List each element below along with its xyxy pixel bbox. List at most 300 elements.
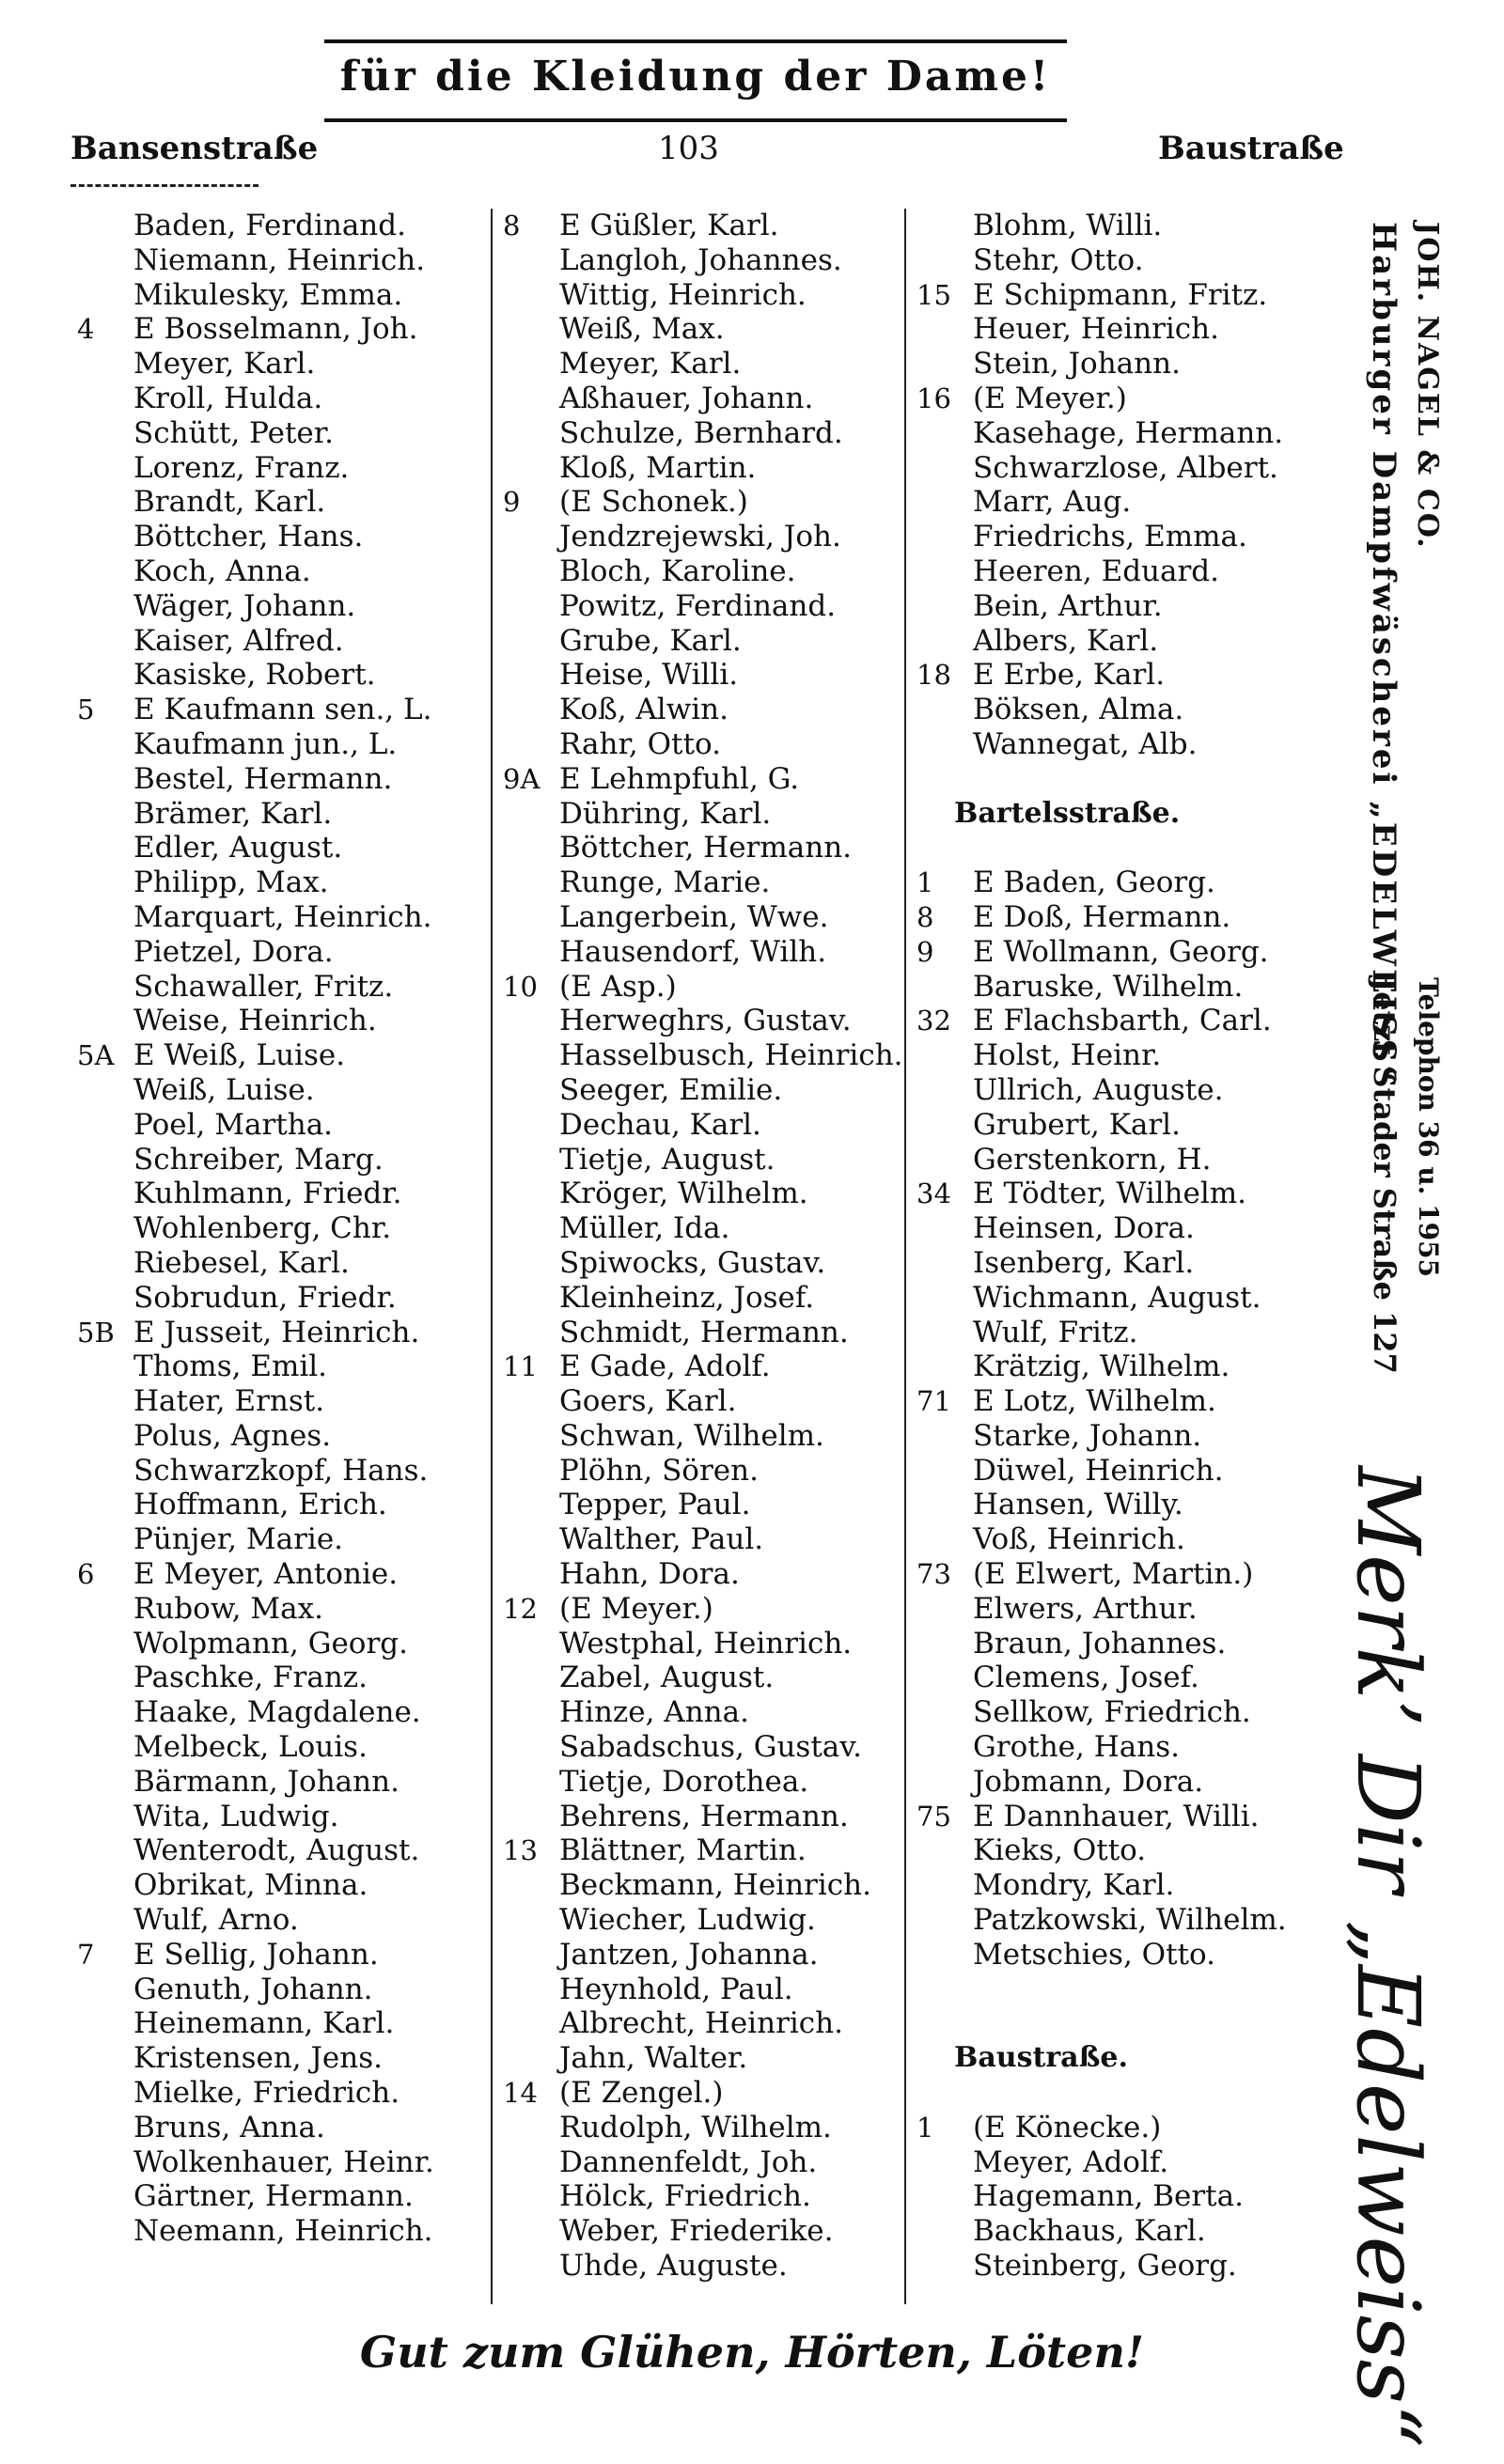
directory-entry: [503, 1627, 898, 1661]
directory-entry: [916, 1800, 1311, 1834]
resident-name: Mondry, Karl.: [973, 1868, 1175, 1903]
directory-entry: [77, 2111, 472, 2145]
resident-name: Dannenfeldt, Joh.: [559, 2144, 818, 2179]
directory-entry: [503, 1903, 898, 1938]
directory-entry: [916, 1246, 1311, 1281]
resident-name: E Güßler, Karl.: [559, 209, 779, 242]
resident-name: Kroll, Hulda.: [133, 381, 323, 415]
directory-entry: [77, 762, 472, 797]
directory-entry: [77, 797, 472, 832]
directory-entry: [916, 1903, 1311, 1938]
directory-entry: [916, 1316, 1311, 1350]
resident-name: Westphal, Heinrich.: [559, 1626, 853, 1661]
directory-entry: [916, 2249, 1311, 2284]
column-divider-1: [491, 209, 493, 2304]
directory-entry: [77, 900, 472, 935]
house-number: 6: [77, 1558, 95, 1591]
directory-entry: [503, 278, 898, 313]
resident-name: Tietje, August.: [559, 1142, 776, 1177]
directory-entry: [77, 1627, 472, 1661]
directory-entry: [503, 2041, 898, 2076]
sidebar-phone-text: Telephon 36 u. 1955: [1413, 977, 1444, 1278]
house-number: 1: [916, 866, 934, 899]
resident-name: Heynhold, Paul.: [559, 1972, 793, 2006]
resident-name: Heeren, Eduard.: [973, 554, 1220, 588]
directory-entry: [77, 1316, 472, 1350]
directory-entry: [503, 2111, 898, 2145]
resident-name: Grube, Karl.: [559, 623, 742, 658]
house-number: 71: [916, 1385, 951, 1418]
resident-name: Niemann, Heinrich.: [133, 242, 426, 277]
resident-name: Powitz, Ferdinand.: [559, 588, 837, 623]
directory-entry: [503, 624, 898, 659]
resident-name: Weber, Friederike.: [559, 2214, 834, 2249]
resident-name: Zabel, August.: [559, 1661, 775, 1695]
directory-entry: [916, 1281, 1311, 1316]
directory-entry: [77, 1384, 472, 1419]
resident-name: Schmidt, Hermann.: [559, 1315, 849, 1349]
resident-name: (E Asp.): [559, 969, 677, 1004]
directory-entry: [503, 1038, 903, 1073]
resident-name: Kasehage, Hermann.: [973, 415, 1284, 450]
resident-name: Jobmann, Dora.: [973, 1764, 1204, 1799]
directory-entry: [77, 485, 472, 520]
directory-entry: [503, 1143, 898, 1177]
house-number: 4: [77, 313, 95, 346]
directory-entry: [77, 1730, 472, 1765]
directory-entry: [77, 935, 472, 970]
directory-entry: [916, 866, 1311, 900]
directory-entry: [916, 1730, 1311, 1765]
resident-name: Kasiske, Robert.: [133, 658, 376, 693]
directory-entry: [916, 1488, 1311, 1522]
directory-entry: [916, 624, 1311, 659]
directory-entry: [503, 1938, 898, 1973]
resident-name: Hahn, Dora.: [559, 1557, 740, 1592]
directory-entry: [503, 1004, 898, 1038]
directory-entry: [503, 1833, 898, 1868]
directory-entry: [916, 658, 1311, 693]
header-rule: [70, 184, 258, 187]
resident-name: Brandt, Karl.: [133, 485, 326, 520]
resident-name: Weise, Heinrich.: [133, 1004, 377, 1038]
directory-entry: [916, 1661, 1311, 1695]
directory-entry: [916, 2179, 1311, 2214]
directory-entry: [503, 1488, 898, 1522]
directory-entry: [77, 1868, 472, 1903]
house-number: 75: [916, 1800, 951, 1832]
directory-entry: [77, 624, 472, 659]
resident-name: Spiwocks, Gustav.: [559, 1245, 826, 1280]
resident-name: Mikulesky, Emma.: [133, 277, 403, 312]
banner-text: für die Kleidung der Dame!: [339, 53, 1052, 101]
resident-name: Wiecher, Ludwig.: [559, 1903, 816, 1938]
resident-name: E Flachsbarth, Carl.: [973, 1004, 1272, 1038]
resident-name: Wohlenberg, Chr.: [133, 1211, 392, 1246]
resident-name: E Bosselmann, Joh.: [133, 312, 418, 347]
directory-entry: [916, 1004, 1311, 1038]
resident-name: Weiß, Luise.: [133, 1072, 315, 1107]
house-number: 5A: [77, 1039, 115, 1072]
resident-name: Meyer, Adolf.: [973, 2144, 1169, 2179]
resident-name: Wolpmann, Georg.: [133, 1626, 408, 1661]
directory-entry: [77, 2076, 472, 2111]
directory-entry: [77, 658, 472, 693]
directory-entry: [916, 1419, 1311, 1454]
directory-entry: [916, 1108, 1311, 1143]
resident-name: Böksen, Alma.: [973, 693, 1184, 727]
column-3: [916, 209, 1311, 2284]
resident-name: Hausendorf, Wilh.: [559, 934, 827, 969]
house-number: 9: [503, 486, 521, 519]
directory-entry: [503, 485, 898, 520]
directory-entry: [916, 935, 1311, 970]
house-number: 34: [916, 1177, 951, 1210]
directory-entry: [503, 935, 898, 970]
resident-name: Hoffmann, Erich.: [133, 1488, 387, 1522]
resident-name: Kloß, Martin.: [559, 450, 757, 485]
house-number: 1: [916, 2111, 934, 2144]
directory-entry: [77, 1938, 472, 1973]
resident-name: Albers, Karl.: [973, 623, 1159, 658]
directory-entry: [77, 1661, 472, 1695]
resident-name: Walther, Paul.: [559, 1522, 764, 1557]
resident-name: Haake, Magdalene.: [133, 1695, 421, 1730]
resident-name: E Wollmann, Georg.: [973, 934, 1269, 969]
resident-name: Obrikat, Minna.: [133, 1868, 368, 1903]
directory-entry: [503, 347, 898, 382]
resident-name: Dühring, Karl.: [559, 796, 772, 831]
directory-entry: [503, 554, 898, 589]
directory-entry: [503, 1419, 898, 1454]
directory-entry: [916, 1833, 1311, 1868]
resident-name: Wenterodt, August.: [133, 1833, 420, 1868]
resident-name: E Erbe, Karl.: [973, 658, 1166, 693]
directory-entry: [916, 1211, 1311, 1246]
directory-entry: [503, 1384, 898, 1419]
directory-entry: [77, 382, 472, 416]
directory-entry: [503, 2249, 898, 2284]
directory-entry: [503, 451, 898, 486]
directory-entry: [77, 2041, 472, 2076]
directory-entry: [916, 485, 1311, 520]
directory-entry: [916, 693, 1311, 727]
directory-entry: [77, 1143, 472, 1177]
directory-entry: [916, 2111, 1311, 2145]
directory-entry: [503, 1522, 898, 1557]
house-number: 18: [916, 659, 951, 692]
resident-name: Goers, Karl.: [559, 1384, 737, 1419]
house-number: 7: [77, 1938, 95, 1971]
slogan-text: Merk’ Dir „Edelweiss“: [1338, 1466, 1438, 2448]
resident-name: Pünjer, Marie.: [133, 1522, 344, 1557]
directory-entry: [916, 589, 1311, 624]
directory-entry: [916, 1938, 1311, 1973]
directory-entry: [77, 1522, 472, 1557]
directory-entry: [503, 1349, 898, 1384]
resident-name: Düwel, Heinrich.: [973, 1453, 1224, 1488]
resident-name: Marquart, Heinrich.: [133, 899, 432, 934]
directory-entry: [77, 589, 472, 624]
directory-entry: [503, 1868, 898, 1903]
resident-name: Friedrichs, Emma.: [973, 520, 1247, 554]
resident-name: Grothe, Hans.: [973, 1730, 1180, 1765]
directory-entry: [77, 866, 472, 900]
resident-name: Schawaller, Fritz.: [133, 969, 394, 1004]
directory-entry: [503, 1661, 898, 1695]
resident-name: Wittig, Heinrich.: [559, 277, 807, 312]
resident-name: Kaiser, Alfred.: [133, 623, 344, 658]
directory-entry: [77, 1038, 472, 1073]
directory-entry: [503, 1281, 898, 1316]
directory-entry: [916, 1592, 1311, 1627]
house-number: 32: [916, 1005, 951, 1037]
resident-name: Holst, Heinr.: [973, 1038, 1162, 1073]
resident-name: Wita, Ludwig.: [133, 1799, 339, 1833]
resident-name: Ullrich, Auguste.: [973, 1072, 1224, 1107]
directory-entry: [916, 1522, 1311, 1557]
resident-name: E Sellig, Johann.: [133, 1937, 379, 1972]
resident-name: Poel, Martha.: [133, 1107, 334, 1142]
directory-entry: [503, 382, 898, 416]
resident-name: Uhde, Auguste.: [559, 2249, 788, 2284]
resident-name: Schreiber, Marg.: [133, 1142, 384, 1177]
directory-entry: [503, 900, 898, 935]
directory-entry: [916, 2214, 1311, 2249]
directory-entry: [77, 1695, 472, 1730]
directory-entry: [77, 312, 472, 347]
footer-advert: Gut zum Glühen, Hörten, Löten!: [359, 2327, 1145, 2378]
house-number: 5: [77, 694, 95, 726]
house-number: 8: [503, 210, 521, 242]
directory-entry: [503, 797, 898, 832]
resident-name: Wulf, Fritz.: [973, 1315, 1138, 1349]
resident-name: Metschies, Otto.: [973, 1937, 1215, 1972]
resident-name: Schwarzlose, Albert.: [973, 450, 1278, 485]
resident-name: E Dannhauer, Willi.: [973, 1799, 1260, 1833]
directory-entry: [916, 1349, 1311, 1384]
directory-entry: [77, 347, 472, 382]
directory-entry: [503, 1800, 898, 1834]
directory-entry: [77, 554, 472, 589]
resident-name: Isenberg, Karl.: [973, 1245, 1195, 1280]
resident-name: Patzkowski, Wilhelm.: [973, 1903, 1287, 1938]
page-header: [0, 130, 1504, 177]
column-divider-2: [904, 209, 906, 2304]
directory-entry: [77, 1177, 472, 1211]
directory-entry: [77, 1108, 472, 1143]
resident-name: Baruske, Wilhelm.: [973, 969, 1244, 1004]
house-number: 9A: [503, 762, 540, 795]
resident-name: Plöhn, Sören.: [559, 1453, 759, 1488]
directory-entry: [916, 1073, 1311, 1108]
directory-entry: [916, 831, 1311, 866]
resident-name: Braun, Johannes.: [973, 1626, 1227, 1661]
directory-entry: [503, 312, 898, 347]
resident-name: E Lotz, Wilhelm.: [973, 1384, 1216, 1419]
header-right-street: Baustraße: [1158, 130, 1344, 167]
directory-entry: [916, 520, 1311, 554]
directory-entry: [503, 2076, 898, 2111]
resident-name: Melbeck, Louis.: [133, 1730, 368, 1765]
resident-name: Pietzel, Dora.: [133, 934, 334, 969]
sidebar-slogan: [1335, 1466, 1438, 2448]
resident-name: Langloh, Johannes.: [559, 242, 842, 277]
directory-entry: [77, 209, 472, 243]
directory-entry: [503, 1211, 898, 1246]
resident-name: Wannegat, Alb.: [973, 726, 1198, 761]
house-number: 14: [503, 2077, 538, 2110]
resident-name: Wolkenhauer, Heinr.: [133, 2144, 434, 2179]
resident-name: Blättner, Martin.: [559, 1833, 807, 1868]
resident-name: (E Könecke.): [973, 2110, 1162, 2144]
directory-entry: [503, 1592, 898, 1627]
directory-entry: [503, 1557, 898, 1592]
resident-name: Herweghrs, Gustav.: [559, 1004, 852, 1038]
resident-name: E Jusseit, Heinrich.: [133, 1315, 420, 1349]
resident-name: Bärmann, Johann.: [133, 1764, 400, 1799]
directory-entry: [916, 347, 1311, 382]
directory-entry: [77, 278, 472, 313]
directory-entry: [77, 1419, 472, 1454]
resident-name: Hansen, Willy.: [973, 1488, 1183, 1522]
directory-entry: [916, 727, 1311, 762]
resident-name: E Baden, Georg.: [973, 866, 1215, 900]
resident-name: Bloch, Karoline.: [559, 554, 796, 588]
directory-entry: [503, 2145, 898, 2180]
resident-name: (E Zengel.): [559, 2076, 724, 2111]
resident-name: Lorenz, Franz.: [133, 450, 350, 485]
resident-name: Riebesel, Karl.: [133, 1245, 350, 1280]
directory-entry: [503, 831, 898, 866]
resident-name: Bartelsstraße.: [954, 796, 1181, 830]
resident-name: Koß, Alwin.: [559, 693, 728, 727]
directory-entry: [916, 2145, 1311, 2180]
resident-name: Mielke, Friedrich.: [133, 2076, 400, 2111]
directory-entry: [77, 727, 472, 762]
directory-entry: [503, 658, 898, 693]
resident-name: Schwan, Wilhelm.: [559, 1418, 824, 1453]
directory-entry: [916, 1557, 1311, 1592]
directory-entry: [77, 1765, 472, 1800]
resident-name: Bein, Arthur.: [973, 588, 1163, 623]
directory-entry: [77, 970, 472, 1005]
resident-name: Schulze, Bernhard.: [559, 415, 843, 450]
page-number: 103: [658, 130, 719, 167]
resident-name: Kröger, Wilhelm.: [559, 1177, 808, 1211]
directory-entry: [503, 1246, 898, 1281]
resident-name: E Gade, Adolf.: [559, 1349, 771, 1384]
directory-entry: [916, 1454, 1311, 1489]
resident-name: Sobrudun, Friedr.: [133, 1280, 397, 1315]
resident-name: Meyer, Karl.: [559, 347, 742, 382]
directory-entry: [503, 520, 898, 554]
directory-entry: [916, 1868, 1311, 1903]
house-number: 15: [916, 278, 951, 311]
resident-name: Polus, Agnes.: [133, 1418, 332, 1453]
resident-name: Blohm, Willi.: [973, 209, 1163, 242]
directory-entry: [916, 970, 1311, 1005]
resident-name: Böttcher, Hermann.: [559, 831, 853, 866]
directory-entry: [503, 1730, 898, 1765]
resident-name: Heuer, Heinrich.: [973, 312, 1219, 347]
directory-entry: [77, 1454, 472, 1489]
resident-name: Hölck, Friedrich.: [559, 2179, 811, 2214]
directory-entry: [503, 2179, 898, 2214]
directory-entry: [77, 1211, 472, 1246]
resident-name: E Kaufmann sen., L.: [133, 693, 432, 727]
resident-name: Meyer, Karl.: [133, 347, 316, 382]
resident-name: Gerstenkorn, H.: [973, 1142, 1212, 1177]
resident-name: Rudolph, Wilhelm.: [559, 2110, 832, 2144]
directory-entry: [503, 693, 898, 727]
header-left-street: Bansenstraße: [70, 130, 319, 167]
directory-entry: [503, 209, 898, 243]
resident-name: Hasselbusch, Heinrich.: [559, 1038, 903, 1073]
directory-entry: [77, 416, 472, 451]
resident-name: Kaufmann jun., L.: [133, 726, 398, 761]
resident-name: E Schipmann, Fritz.: [973, 277, 1268, 312]
resident-name: Müller, Ida.: [559, 1211, 730, 1246]
directory-entry: [503, 1108, 898, 1143]
directory-entry: [77, 1349, 472, 1384]
resident-name: Jantzen, Johanna.: [559, 1937, 819, 1972]
house-number: 12: [503, 1592, 538, 1625]
resident-name: E Meyer, Antonie.: [133, 1557, 399, 1592]
sidebar-address-text: Jetzt Stader Straße 127: [1367, 977, 1402, 1374]
directory-entry: [503, 1177, 898, 1211]
directory-entry: [916, 2076, 1311, 2111]
resident-name: (E Meyer.): [973, 381, 1127, 415]
directory-entry: [916, 1177, 1311, 1211]
column-2: [503, 209, 903, 2284]
directory-entry: [916, 382, 1311, 416]
directory-entry: [503, 2006, 898, 2041]
directory-entry: [916, 762, 1311, 797]
resident-name: Edler, August.: [133, 831, 343, 866]
directory-entry: [77, 693, 472, 727]
resident-name: (E Schonek.): [559, 485, 748, 520]
resident-name: (E Meyer.): [559, 1591, 713, 1626]
directory-entry: [77, 451, 472, 486]
resident-name: Behrens, Hermann.: [559, 1799, 849, 1833]
resident-name: Marr, Aug.: [973, 485, 1132, 520]
street-heading: [916, 2041, 1311, 2076]
directory-entry: [77, 1973, 472, 2007]
directory-entry: [503, 970, 898, 1005]
directory-entry: [77, 1488, 472, 1522]
directory-entry: [916, 416, 1311, 451]
directory-entry: [77, 831, 472, 866]
resident-name: Rubow, Max.: [133, 1591, 323, 1626]
directory-entry: [916, 243, 1311, 278]
directory-entry: [916, 1765, 1311, 1800]
resident-name: Langerbein, Wwe.: [559, 899, 829, 934]
house-number: 16: [916, 382, 951, 414]
directory-entry: [77, 2214, 472, 2249]
directory-entry: [77, 1004, 472, 1038]
resident-name: Heinsen, Dora.: [973, 1211, 1195, 1246]
resident-name: E Doß, Hermann.: [973, 899, 1231, 934]
resident-name: Starke, Johann.: [973, 1418, 1202, 1453]
directory-entry: [916, 1627, 1311, 1661]
directory-entry: [503, 1454, 898, 1489]
resident-name: Koch, Anna.: [133, 554, 311, 588]
resident-name: Thoms, Emil.: [133, 1349, 328, 1384]
directory-entry: [77, 520, 472, 554]
resident-name: Beckmann, Heinrich.: [559, 1868, 871, 1903]
resident-name: Kristensen, Jens.: [133, 2041, 383, 2076]
